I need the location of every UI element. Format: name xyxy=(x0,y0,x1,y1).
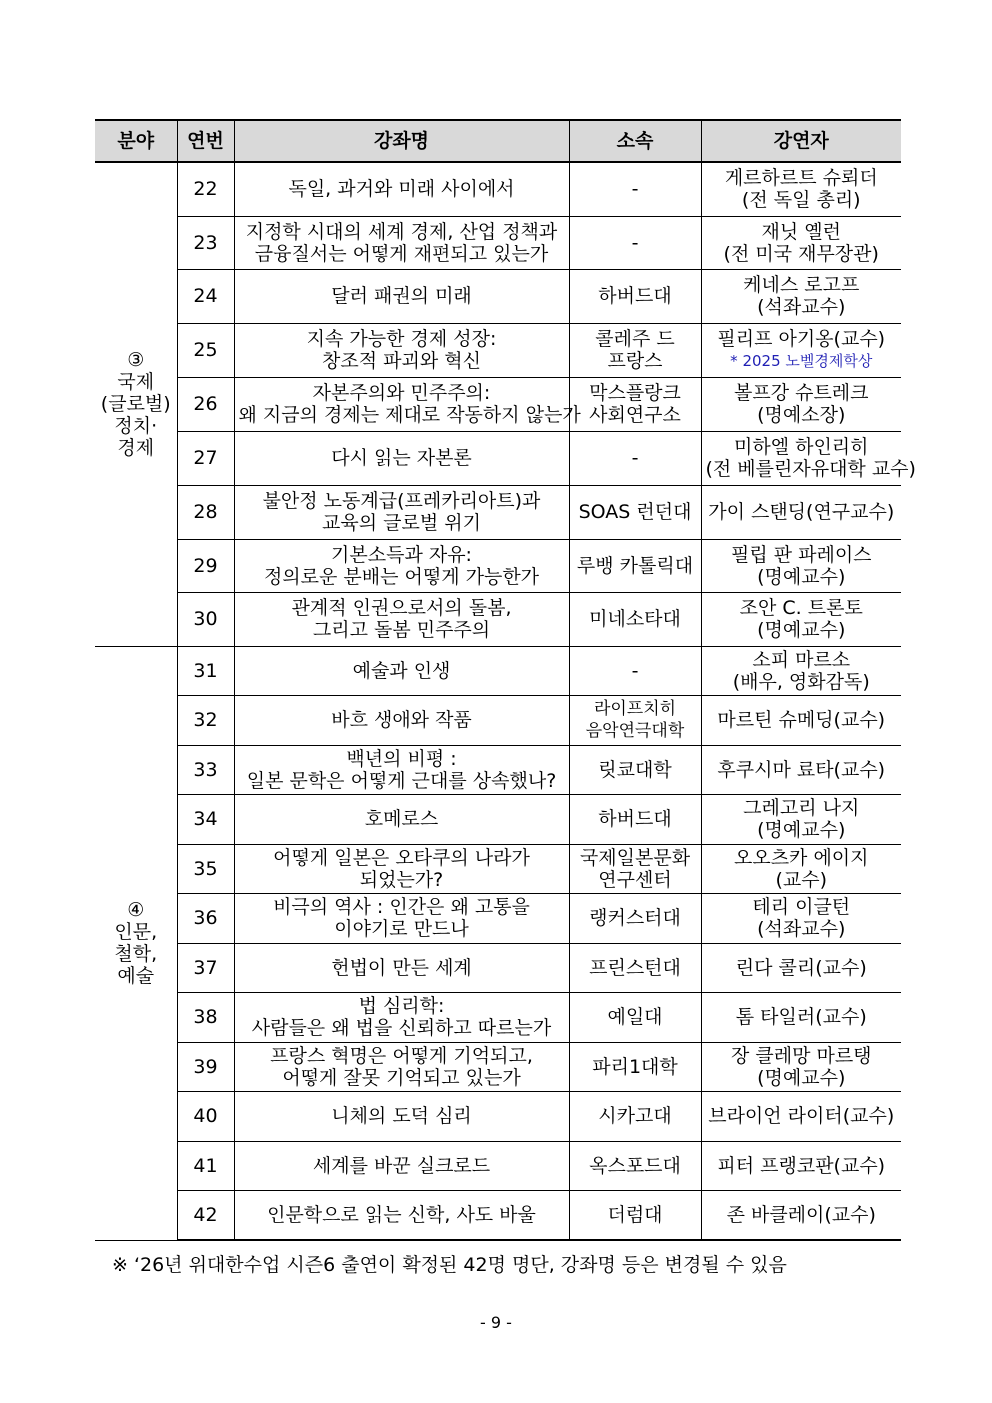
lecture-title xyxy=(234,485,569,539)
table-body xyxy=(95,162,916,1240)
speaker-line: (전 베를린자유대학 교수) xyxy=(705,458,916,480)
title-line: 되었는가? xyxy=(359,868,444,891)
title-line: 어떻게 일본은 오타쿠의 나라가 xyxy=(273,846,530,869)
title-line: 이야기로 만드나 xyxy=(334,918,469,940)
page-number: - 9 - xyxy=(480,1313,512,1332)
speaker-line: (전 미국 재무장관) xyxy=(723,242,879,265)
title-line: 예술과 인생 xyxy=(352,659,451,682)
speaker-line: 미하엘 하인리히 xyxy=(733,436,869,458)
speaker-line: 조안 C. 트론토 xyxy=(739,597,863,619)
org-line: 라이프치히 xyxy=(593,699,677,719)
table-row xyxy=(95,893,901,943)
org-line: 프랑스 xyxy=(607,350,663,372)
speaker-line: 피터 프랭코판(교수) xyxy=(717,1154,886,1177)
row-number: 33 xyxy=(177,745,234,794)
org-line: 음악연극대학 xyxy=(585,721,685,741)
org-line: 콜레주 드 xyxy=(595,328,675,350)
affiliation xyxy=(569,992,701,1042)
row-number: 41 xyxy=(177,1141,234,1190)
title-line: 자본주의와 민주주의: xyxy=(312,382,491,404)
lecture-title xyxy=(234,1141,569,1190)
affiliation xyxy=(569,1091,701,1141)
field-cell xyxy=(95,162,177,646)
field-line: 인문, xyxy=(114,921,158,943)
speaker-line: (석좌교수) xyxy=(757,918,846,940)
title-line: 헌법이 만든 세계 xyxy=(331,956,472,979)
row-number: 24 xyxy=(177,269,234,323)
table-row xyxy=(95,794,901,844)
speaker xyxy=(701,943,901,992)
field-line: 예술 xyxy=(117,965,155,987)
org-line: 미네소타대 xyxy=(589,608,681,630)
lecture-title xyxy=(234,695,569,745)
org-line: 막스플랑크 xyxy=(589,382,681,404)
table-row xyxy=(95,1042,901,1091)
org-line: 하버드대 xyxy=(598,808,672,830)
affiliation xyxy=(569,323,701,377)
row-number: 42 xyxy=(177,1190,234,1240)
table-row xyxy=(95,992,901,1042)
table-header-row xyxy=(95,120,901,162)
row-number: 29 xyxy=(177,539,234,592)
table-row xyxy=(95,216,901,269)
field-line: 철학, xyxy=(114,943,158,965)
speaker-line: 존 바클레이(교수) xyxy=(726,1203,876,1226)
speaker-line: 필립 판 파레이스 xyxy=(730,543,872,566)
title-line: 달러 패권의 미래 xyxy=(331,285,472,307)
speaker xyxy=(701,485,901,539)
speaker-line: 볼프강 슈트레크 xyxy=(733,382,869,404)
org-line: - xyxy=(631,447,639,469)
affiliation xyxy=(569,431,701,485)
lecture-title xyxy=(234,992,569,1042)
field-line: ③ xyxy=(127,349,145,372)
speaker xyxy=(701,539,901,592)
speaker xyxy=(701,377,901,431)
speaker-line: 소피 마르소 xyxy=(752,648,851,671)
affiliation xyxy=(569,592,701,646)
speaker-line: 그레고리 나지 xyxy=(743,797,860,819)
row-number: 34 xyxy=(177,794,234,844)
speaker-line: 장 클레망 마르탱 xyxy=(730,1044,872,1067)
title-line: 사람들은 왜 법을 신뢰하고 따르는가 xyxy=(251,1017,552,1039)
lecture-title xyxy=(234,646,569,695)
affiliation xyxy=(569,485,701,539)
header-org: 소속 xyxy=(569,120,701,162)
affiliation xyxy=(569,1190,701,1240)
row-number: 38 xyxy=(177,992,234,1042)
row-number: 26 xyxy=(177,377,234,431)
speaker-line: 게르하르트 슈뢰더 xyxy=(724,167,878,190)
speaker xyxy=(701,844,901,893)
speaker-line: 가이 스탠딩(연구교수) xyxy=(708,501,895,523)
speaker xyxy=(701,323,901,377)
row-number: 35 xyxy=(177,844,234,893)
lecture-title xyxy=(234,893,569,943)
lecture-title xyxy=(234,1042,569,1091)
lecture-title xyxy=(234,216,569,269)
affiliation xyxy=(569,844,701,893)
table-row xyxy=(95,162,901,216)
org-line: 사회연구소 xyxy=(589,404,681,426)
table-row xyxy=(95,485,901,539)
row-number: 28 xyxy=(177,485,234,539)
title-line: 왜 지금의 경제는 제대로 작동하지 않는가 xyxy=(238,404,581,426)
org-line: 하버드대 xyxy=(598,285,672,307)
org-line: 옥스포드대 xyxy=(589,1154,681,1177)
row-number: 37 xyxy=(177,943,234,992)
org-line: 파리1대학 xyxy=(592,1055,678,1078)
speaker-line: 마르틴 슈메딩(교수) xyxy=(717,709,886,731)
title-line: 다시 읽는 자본론 xyxy=(331,447,472,469)
nobel-note: * 2025 노벨경제학상 xyxy=(730,352,873,370)
lecture-title xyxy=(234,162,569,216)
title-line: 정의로운 분배는 어떻게 가능한가 xyxy=(263,565,540,588)
table-row xyxy=(95,269,901,323)
affiliation xyxy=(569,539,701,592)
table-row xyxy=(95,844,901,893)
speaker xyxy=(701,992,901,1042)
table-row xyxy=(95,1091,901,1141)
title-line: 그리고 돌봄 민주주의 xyxy=(312,619,491,641)
speaker xyxy=(701,646,901,695)
row-number: 25 xyxy=(177,323,234,377)
title-line: 세계를 바꾼 실크로드 xyxy=(312,1154,491,1177)
table-row xyxy=(95,745,901,794)
speaker-line: (교수) xyxy=(775,868,828,891)
speaker-line: (명예교수) xyxy=(757,1066,846,1089)
table-row xyxy=(95,646,901,695)
row-number: 36 xyxy=(177,893,234,943)
affiliation xyxy=(569,943,701,992)
table-row xyxy=(95,377,901,431)
lecture-title xyxy=(234,844,569,893)
row-number: 32 xyxy=(177,695,234,745)
title-line: 관계적 인권으로서의 돌봄, xyxy=(291,597,512,619)
table-row xyxy=(95,695,901,745)
org-line: SOAS 런던대 xyxy=(578,501,692,523)
table-row xyxy=(95,431,901,485)
table-row xyxy=(95,323,901,377)
table-row xyxy=(95,539,901,592)
lecture-title xyxy=(234,943,569,992)
speaker-line: 오오츠카 에이지 xyxy=(733,846,869,869)
speaker-line: 필리프 아기옹(교수) xyxy=(717,328,886,350)
speaker xyxy=(701,1091,901,1141)
lecture-title xyxy=(234,794,569,844)
title-line: 인문학으로 읽는 신학, 사도 바울 xyxy=(267,1203,536,1226)
header-field: 분야 xyxy=(95,120,177,162)
affiliation xyxy=(569,162,701,216)
affiliation xyxy=(569,377,701,431)
row-number: 39 xyxy=(177,1042,234,1091)
speaker-line: (명예교수) xyxy=(757,565,846,588)
org-line: 예일대 xyxy=(607,1006,663,1028)
title-line: 독일, 과거와 미래 사이에서 xyxy=(288,178,515,201)
speaker-line: (명예교수) xyxy=(757,819,846,841)
speaker-line: 브라이언 라이터(교수) xyxy=(708,1105,895,1127)
speaker-line: 후쿠시마 료타(교수) xyxy=(717,758,886,781)
speaker xyxy=(701,893,901,943)
org-line: 시카고대 xyxy=(598,1105,672,1127)
row-number: 30 xyxy=(177,592,234,646)
row-number: 23 xyxy=(177,216,234,269)
org-line: - xyxy=(631,231,639,254)
speaker-line: 케네스 로고프 xyxy=(743,274,860,296)
affiliation xyxy=(569,216,701,269)
title-line: 니체의 도덕 심리 xyxy=(331,1105,472,1127)
org-line: 국제일본문화 xyxy=(579,846,691,869)
org-line: 릿쿄대학 xyxy=(598,758,672,781)
footnote: ※ ‘26년 위대한수업 시즌6 출연이 확정된 42명 명단, 강좌명 등은 변경될 수 있음 xyxy=(112,1254,787,1276)
title-line: 지정학 시대의 세계 경제, 산업 정책과 xyxy=(245,220,558,243)
affiliation xyxy=(569,1042,701,1091)
org-line: - xyxy=(631,178,639,201)
speaker-line: (석좌교수) xyxy=(757,296,846,318)
title-line: 법 심리학: xyxy=(358,995,445,1017)
lecture-title xyxy=(234,269,569,323)
affiliation xyxy=(569,893,701,943)
org-line: - xyxy=(631,659,639,682)
speaker xyxy=(701,1141,901,1190)
title-line: 비극의 역사 : 인간은 왜 고통을 xyxy=(273,896,530,918)
title-line: 일본 문학은 어떻게 근대를 상속했나? xyxy=(246,769,557,792)
speaker xyxy=(701,1190,901,1240)
table-row xyxy=(95,1190,901,1240)
speaker-line: (배우, 영화감독) xyxy=(732,670,870,693)
speaker xyxy=(701,162,901,216)
speaker xyxy=(701,745,901,794)
org-line: 프린스턴대 xyxy=(589,956,681,979)
speaker xyxy=(701,216,901,269)
row-number: 31 xyxy=(177,646,234,695)
speaker xyxy=(701,1042,901,1091)
speaker-line: (명예교수) xyxy=(757,619,846,641)
table-row xyxy=(95,1141,901,1190)
speaker-line: 톰 타일러(교수) xyxy=(735,1006,867,1028)
lecture-title xyxy=(234,431,569,485)
row-number: 40 xyxy=(177,1091,234,1141)
speaker xyxy=(701,269,901,323)
field-line: 정치· xyxy=(114,415,158,438)
org-line: 루뱅 카톨릭대 xyxy=(576,554,694,577)
speaker-line: 재닛 옐런 xyxy=(761,220,841,243)
field-cell xyxy=(95,646,177,1240)
speaker-line: 테리 이글턴 xyxy=(752,896,851,918)
speaker-line: (명예소장) xyxy=(757,404,846,426)
affiliation xyxy=(569,269,701,323)
field-line: (글로벌) xyxy=(100,393,171,416)
lecture-title xyxy=(234,323,569,377)
affiliation xyxy=(569,1141,701,1190)
title-line: 불안정 노동계급(프레카리아트)과 xyxy=(262,490,541,512)
title-line: 기본소득과 자유: xyxy=(331,543,472,566)
lecture-table xyxy=(95,119,916,1241)
lecture-title xyxy=(234,377,581,431)
row-number: 27 xyxy=(177,431,234,485)
row-number: 22 xyxy=(177,162,234,216)
title-line: 프랑스 혁명은 어떻게 기억되고, xyxy=(270,1044,533,1067)
header-speaker: 강연자 xyxy=(701,120,901,162)
field-line: 국제 xyxy=(117,371,155,394)
table-row xyxy=(95,592,901,646)
title-line: 어떻게 잘못 기억되고 있는가 xyxy=(282,1066,521,1089)
field-line: ④ xyxy=(127,899,145,921)
speaker-line: (전 독일 총리) xyxy=(741,189,861,212)
header-number: 연번 xyxy=(177,120,234,162)
speaker xyxy=(701,794,901,844)
title-line: 창조적 파괴와 혁신 xyxy=(322,350,481,372)
affiliation xyxy=(569,745,701,794)
lecture-title xyxy=(234,539,569,592)
org-line: 랭커스터대 xyxy=(589,907,681,929)
title-line: 금융질서는 어떻게 재편되고 있는가 xyxy=(254,242,549,265)
lecture-title xyxy=(234,592,569,646)
title-line: 교육의 글로벌 위기 xyxy=(322,512,481,534)
affiliation xyxy=(569,695,701,745)
speaker xyxy=(701,431,916,485)
field-line: 경제 xyxy=(117,437,155,460)
org-line: 더럼대 xyxy=(607,1203,663,1226)
title-line: 지속 가능한 경제 성장: xyxy=(306,328,497,350)
affiliation xyxy=(569,646,701,695)
title-line: 호메로스 xyxy=(364,808,439,830)
lecture-title xyxy=(234,745,569,794)
lecture-title xyxy=(234,1190,569,1240)
org-line: 연구센터 xyxy=(598,868,672,891)
speaker xyxy=(701,695,901,745)
header-title: 강좌명 xyxy=(234,120,569,162)
speaker-line: 린다 콜리(교수) xyxy=(735,956,867,979)
table-row xyxy=(95,943,901,992)
affiliation xyxy=(569,794,701,844)
title-line: 백년의 비평 : xyxy=(346,747,457,770)
speaker xyxy=(701,592,901,646)
title-line: 바흐 생애와 작품 xyxy=(331,709,472,731)
lecture-title xyxy=(234,1091,569,1141)
